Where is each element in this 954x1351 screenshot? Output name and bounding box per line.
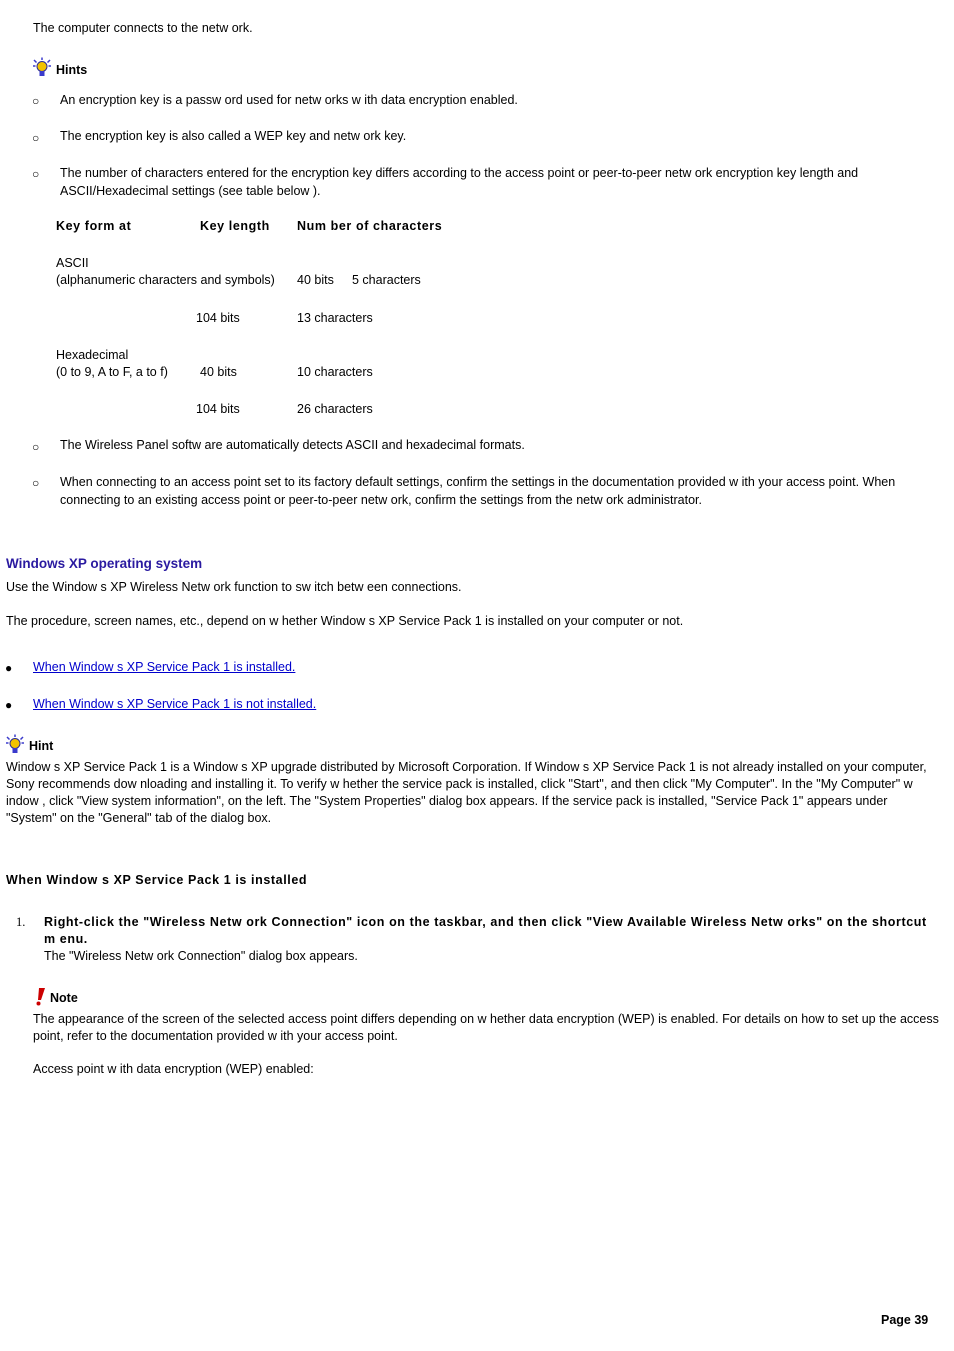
step-instruction: Right-click the "Wireless Netw ork Connection" icon on the taskbar, and then click "View Available Wireless Netw orks" on the shortcut m enu. bbox=[44, 915, 927, 946]
note-text: The appearance of the screen of the selected access point differs depending on w hether data encryption (WEP) is enabled. For details on how to set up the access point, refer to the documentation provided w ith your access point. bbox=[33, 1012, 939, 1043]
hint-bullet: ○ bbox=[32, 131, 40, 145]
step-result: The "Wireless Netw ork Connection" dialog box appears. bbox=[44, 949, 358, 963]
page-number: Page 39 bbox=[881, 1313, 929, 1327]
hint-item-4: The Wireless Panel softw are automatically detects ASCII and hexadecimal formats. bbox=[60, 438, 525, 452]
hint-item-2: The encryption key is also called a WEP key and netw ork key. bbox=[60, 129, 407, 143]
lightbulb-icon bbox=[33, 57, 51, 77]
hint-bullet: ○ bbox=[32, 476, 40, 490]
table-cell-length: 104 bits bbox=[196, 402, 240, 416]
table-cell-length: 40 bits bbox=[200, 365, 237, 379]
table-cell-chars: 13 characters bbox=[297, 311, 373, 325]
link-sp1-not-installed[interactable]: When Window s XP Service Pack 1 is not installed. bbox=[33, 697, 317, 711]
section-paragraph: The procedure, screen names, etc., depend on w hether Window s XP Service Pack 1 is installed on your computer or not. bbox=[6, 614, 684, 628]
table-hex-label: Hexadecimal bbox=[56, 348, 129, 362]
table-ascii-label: ASCII bbox=[56, 256, 89, 270]
table-ascii-desc: (alphanumeric characters and symbols) bbox=[56, 273, 275, 287]
note-title: Note bbox=[50, 991, 78, 1005]
hint-item-3: The number of characters entered for the encryption key differs according to the access point or peer-to-peer netw ork encryption key length and ASCII/Hexadecimal settings (see table below ). bbox=[60, 166, 859, 198]
table-hex-desc: (0 to 9, A to F, a to f) bbox=[56, 365, 168, 379]
hint-bullet: ○ bbox=[32, 440, 40, 454]
hint-title: Hint bbox=[29, 739, 54, 753]
table-cell-chars: 26 characters bbox=[297, 402, 373, 416]
note-after-text: Access point w ith data encryption (WEP) enabled: bbox=[33, 1062, 314, 1076]
hint-item-1: An encryption key is a passw ord used for netw orks w ith data encryption enabled. bbox=[60, 93, 518, 107]
link-bullet: ● bbox=[5, 661, 13, 675]
hint-bullet: ○ bbox=[32, 94, 40, 108]
link-sp1-installed[interactable]: When Window s XP Service Pack 1 is installed. bbox=[33, 660, 296, 674]
section-title: Windows XP operating system bbox=[6, 556, 203, 571]
table-header-characters: Num ber of characters bbox=[297, 219, 443, 233]
hints-title: Hints bbox=[56, 63, 88, 77]
table-cell-length: 104 bits bbox=[196, 311, 240, 325]
table-header-key-format: Key form at bbox=[56, 219, 132, 233]
sub-section-title: When Window s XP Service Pack 1 is installed bbox=[6, 873, 308, 887]
lightbulb-icon bbox=[6, 734, 24, 754]
link-bullet: ● bbox=[5, 698, 13, 712]
table-cell-chars: 10 characters bbox=[297, 365, 373, 379]
exclamation-icon bbox=[34, 988, 46, 1006]
step-number: 1. bbox=[16, 915, 26, 929]
table-cell-length: 40 bits bbox=[297, 273, 334, 287]
section-paragraph: Use the Window s XP Wireless Netw ork function to sw itch betw een connections. bbox=[6, 580, 462, 594]
intro-text: The computer connects to the netw ork. bbox=[33, 21, 253, 35]
table-cell-chars: 5 characters bbox=[352, 273, 421, 287]
hint-item-5: When connecting to an access point set to its factory default settings, confirm the settings in the documentation provided w ith your access point. When connecting to an existing access point or peer-to-peer netw ork, confirm the settings from the netw ork administrator. bbox=[60, 475, 896, 507]
table-header-key-length: Key length bbox=[200, 219, 270, 233]
hint-bullet: ○ bbox=[32, 167, 40, 181]
hint-text: Window s XP Service Pack 1 is a Window s XP upgrade distributed by Microsoft Corporation. If Window s XP Service Pack 1 is not already installed on your computer, Sony recommends dow nloading and installing it. To verify w hether the service pack is installed, click "Start", and then click "My Computer". In the "My Computer" w indow , click "View system information", on the left. The "System Properties" dialog box appears. If the service pack is installed, "Service Pack 1" appears under "System" on the "General" tab of the dialog box. bbox=[6, 760, 927, 825]
